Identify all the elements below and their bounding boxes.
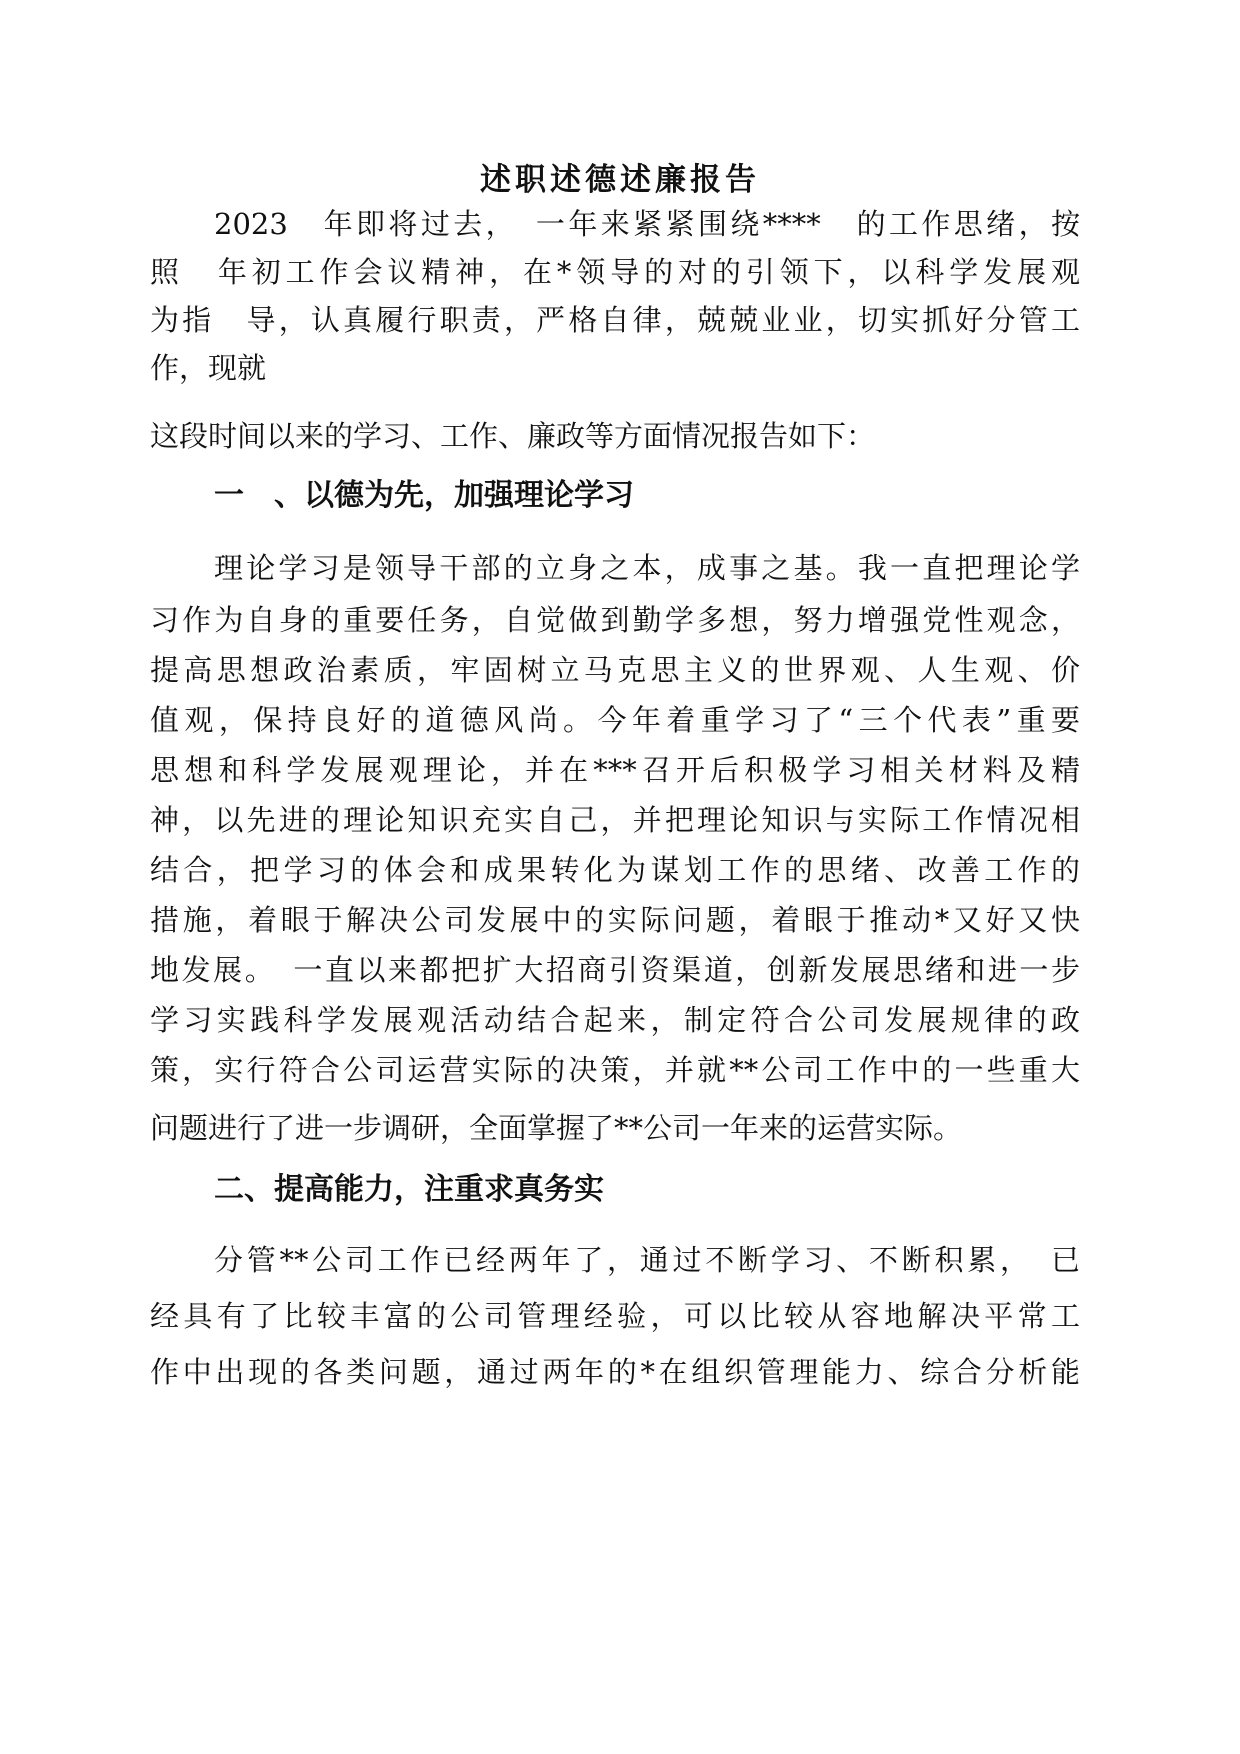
- section-2-line-3: 作中出现的各类问题，通过两年的*在组织管理能力、综合分析能: [150, 1355, 1080, 1389]
- section-1-line-8: 措施，着眼于解决公司发展中的实际问题，着眼于推动*又好又快: [150, 903, 1080, 937]
- section-1-line-7: 结合，把学习的体会和成果转化为谋划工作的思绪、改善工作的: [150, 853, 1080, 887]
- intro-line-2: 照 年初工作会议精神，在*领导的对的引领下，以科学发展观: [150, 255, 1080, 289]
- section-1-line-12: 问题进行了进一步调研，全面掌握了**公司一年来的运营实际。: [150, 1111, 963, 1145]
- intro-line-5: 这段时间以来的学习、工作、廉政等方面情况报告如下：: [150, 419, 876, 453]
- intro-line-3: 为指 导，认真履行职责，严格自律，兢兢业业，切实抓好分管工: [150, 303, 1080, 337]
- section-2-heading: 二、提高能力，注重求真务实: [214, 1172, 604, 1207]
- section-1-line-1: 理论学习是领导干部的立身之本，成事之基。我一直把理论学: [214, 551, 1080, 585]
- intro-line-1: 2023 年即将过去， 一年来紧紧围绕**** 的工作思绪，按: [214, 207, 1080, 241]
- intro-line-4: 作，现就: [150, 351, 267, 385]
- document-title: 述职述德述廉报告: [480, 162, 760, 198]
- section-1-line-9: 地发展。 一直以来都把扩大招商引资渠道，创新发展思绪和进一步: [150, 953, 1080, 987]
- section-1-line-6: 神，以先进的理论知识充实自己，并把理论知识与实际工作情况相: [150, 803, 1080, 837]
- section-1-heading: 一 、以德为先，加强理论学习: [214, 478, 634, 513]
- section-1-line-11: 策，实行符合公司运营实际的决策，并就**公司工作中的一些重大: [150, 1053, 1080, 1087]
- section-1-line-4: 值观，保持良好的道德风尚。今年着重学习了“三个代表”重要: [150, 703, 1080, 737]
- section-2-line-2: 经具有了比较丰富的公司管理经验，可以比较从容地解决平常工: [150, 1299, 1080, 1333]
- section-2-line-1: 分管**公司工作已经两年了，通过不断学习、不断积累， 已: [214, 1243, 1080, 1277]
- section-1-line-10: 学习实践科学发展观活动结合起来，制定符合公司发展规律的政: [150, 1003, 1080, 1037]
- section-1-line-2: 习作为自身的重要任务，自觉做到勤学多想，努力增强党性观念，: [150, 603, 1080, 637]
- section-1-line-3: 提高思想政治素质，牢固树立马克思主义的世界观、人生观、价: [150, 653, 1080, 687]
- section-1-line-5: 思想和科学发展观理论，并在***召开后积极学习相关材料及精: [150, 753, 1080, 787]
